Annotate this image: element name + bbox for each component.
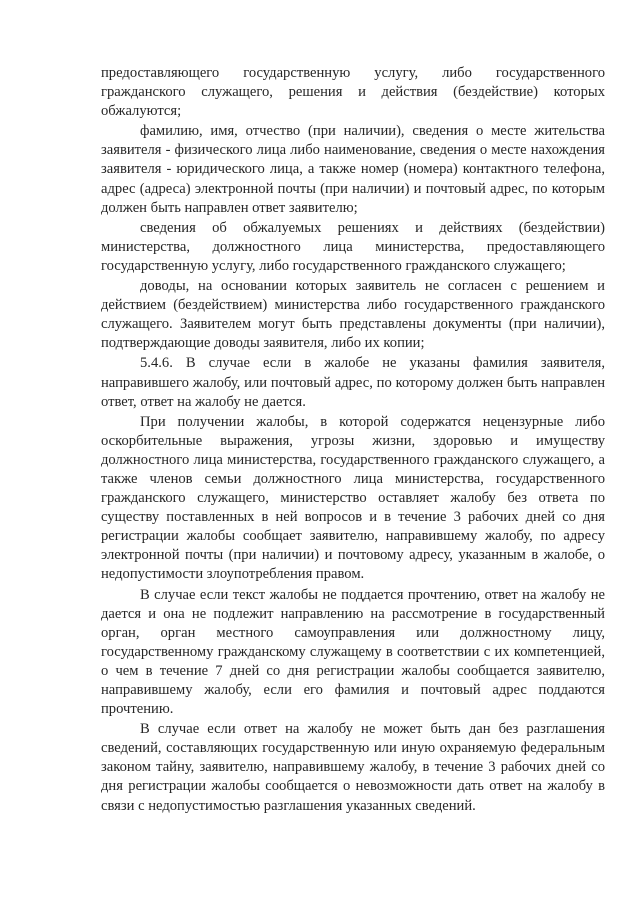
paragraph-1: предоставляющего государственную услугу, либо государственного гражданского служащего, решения и действия (бездействие) которых обжалуются; — [101, 65, 605, 120]
paragraph-8: В случае если ответ на жалобу не может быть дан без разглашения сведений, составляющих государственную или иную охраняемую федеральным законом тайну, заявителю, направившему жалобу, в течение 3 рабочих дней со дня регистрации жалобы сообщается о невозможности дать ответ на жалобу в связи с недопустимостью разглашения указанных сведений. — [101, 721, 605, 814]
paragraph-2: фамилию, имя, отчество (при наличии), сведения о месте жительства заявителя - физического лица либо наименование, сведения о месте нахождения заявителя - юридического лица, а также номер (номера) контактного телефона, адрес (адреса) электронной почты (при наличии) и почтовый адрес, по которым должен быть направлен ответ заявителю; — [101, 123, 605, 216]
paragraph-4: доводы, на основании которых заявитель не согласен с решением и действием (бездействием) министерства либо государственного гражданского служащего. Заявителем могут быть представлены документы (при наличии), подтверждающие доводы заявителя, либо их копии; — [101, 278, 605, 352]
paragraph-3: сведения об обжалуемых решениях и действиях (бездействии) министерства, должностного лица министерства, предоставляющего государственную услугу, либо государственного гражданского служащего; — [101, 219, 605, 274]
paragraph-6: При получении жалобы, в которой содержатся нецензурные либо оскорбительные выражения, угрозы жизни, здоровью и имуществу должностного лица министерства, государственного гражданского служащего, а также членов семьи должностного лица министерства, государственного гражданского служащего, министерство оставляет жалобу без ответа по существу поставленных в ней вопросов и в течение 3 рабочих дней со дня регистрации жалобы сообщает заявителю, направившему жалобу, по адресу электронной почты (при наличии) и почтовому адресу, указанным в жалобе, о недопустимости злоупотребления правом. — [101, 413, 605, 583]
paragraph-5: 5.4.6. В случае если в жалобе не указаны фамилия заявителя, направившего жалобу, или почтовый адрес, по которому должен быть направлен ответ, ответ на жалобу не дается. — [101, 355, 605, 410]
paragraph-7: В случае если текст жалобы не поддается прочтению, ответ на жалобу не дается и она не подлежит направлению на рассмотрение в государственный орган, орган местного самоуправления или должностному лицу, государственному гражданскому служащему в соответствии с их компетенцией, о чем в течение 7 дней со дня регистрации жалобы сообщается заявителю, направившему жалобу, если его фамилия и почтовый адрес поддаются прочтению. — [101, 586, 605, 718]
document-page — [101, 64, 605, 816]
